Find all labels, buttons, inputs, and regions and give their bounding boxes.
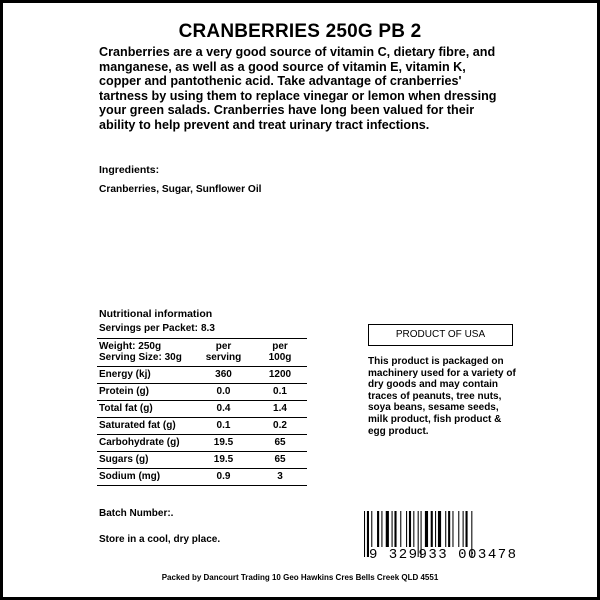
per-serving-value: 0.4 [194,401,253,418]
barcode-bar [386,511,389,547]
batch-number: Batch Number:. [99,508,174,519]
barcode-bar [458,511,459,547]
barcode-bar [448,511,450,547]
barcode-bar [445,511,446,547]
nutrition-row [97,435,307,452]
nutrition-row [97,418,307,435]
barcode-bar [431,511,433,547]
barcode-bar [409,511,411,547]
product-title: CRANBERRIES 250G PB 2 [178,21,422,42]
barcode-bar [466,511,468,547]
ingredients-text: Cranberries, Sugar, Sunflower Oil [99,184,262,195]
per-100g-value: 0.1 [253,384,307,401]
serving-size-label: Serving Size: 30g [99,352,182,363]
nutrient-name: Saturated fat (g) [97,418,194,435]
nutrition-row [97,401,307,418]
nutrition-header-row [97,339,307,367]
packed-by: Packed by Dancourt Trading 10 Geo Hawkins Cres Bells Creek QLD 4551 [161,573,439,582]
per-serving-value: 0.1 [194,418,253,435]
nutrition-heading: Nutritional information [99,308,213,320]
per-100g-value: 3 [253,469,307,486]
nutrition-table [97,338,307,486]
barcode-bar [392,511,393,547]
per-serving-value: 19.5 [194,452,253,469]
per-serving-header: per serving [194,339,253,367]
barcode-bar [463,511,464,547]
barcode-bar [371,511,372,547]
servings-label: Servings per Packet: [99,323,198,334]
product-description: Cranberries are a very good source of vitamin C, dietary fibre, and manganese, as well as a good source of vitamin E, vitamin K, copper and pantothenic acid. Take advantage of cranberries' tartness by using them to replace vinegar or lemon when dressing your green salads. Cranberries have long been valued for their ability to help prevent and treat urinary tract infections. [99,45,497,132]
nutrient-name: Total fat (g) [97,401,194,418]
per-100g-header: per 100g [253,339,307,367]
nutrition-row [97,452,307,469]
nutrition-rows [97,367,307,486]
weight-label: Weight: 250g [99,341,162,352]
barcode-bar [406,511,407,547]
per-serving-value: 0.0 [194,384,253,401]
nutrition-row [97,384,307,401]
barcode-number: 9 329933 003478 [369,547,518,563]
per-serving-value: 360 [194,367,253,384]
barcode-bar [394,511,396,547]
ingredients-heading: Ingredients: [99,164,160,176]
nutrition-row [97,469,307,486]
barcode-bar [435,511,436,547]
barcode-bar [381,511,382,547]
storage-instructions: Store in a cool, dry place. [99,534,221,545]
nutrient-name: Sugars (g) [97,452,194,469]
allergen-statement: This product is packaged on machinery used for a variety of dry goods and may contain traces of peanuts, tree nuts, soya beans, sesame seeds, milk product, fish product & egg product. [368,356,516,437]
per-100g-value: 65 [253,435,307,452]
barcode-bar [413,511,414,547]
per-100g-value: 1.4 [253,401,307,418]
per-100g-value: 0.2 [253,418,307,435]
nutrient-name: Energy (kj) [97,367,194,384]
barcode-bar [364,511,365,557]
barcode-bar [400,511,401,547]
nutrient-name: Sodium (mg) [97,469,194,486]
per-serving-value: 19.5 [194,435,253,452]
barcode-bar [377,511,379,547]
barcode-bar [452,511,453,547]
weight-serving-cell [97,339,194,367]
servings-per-packet [99,323,215,334]
origin-box: PRODUCT OF USA [368,324,513,346]
nutrient-name: Carbohydrate (g) [97,435,194,452]
barcode-bar [438,511,441,547]
barcode-bar [425,511,428,547]
per-serving-value: 0.9 [194,469,253,486]
nutrition-row [97,367,307,384]
per-100g-value: 1200 [253,367,307,384]
servings-value: 8.3 [201,323,215,334]
nutrient-name: Protein (g) [97,384,194,401]
per-100g-value: 65 [253,452,307,469]
